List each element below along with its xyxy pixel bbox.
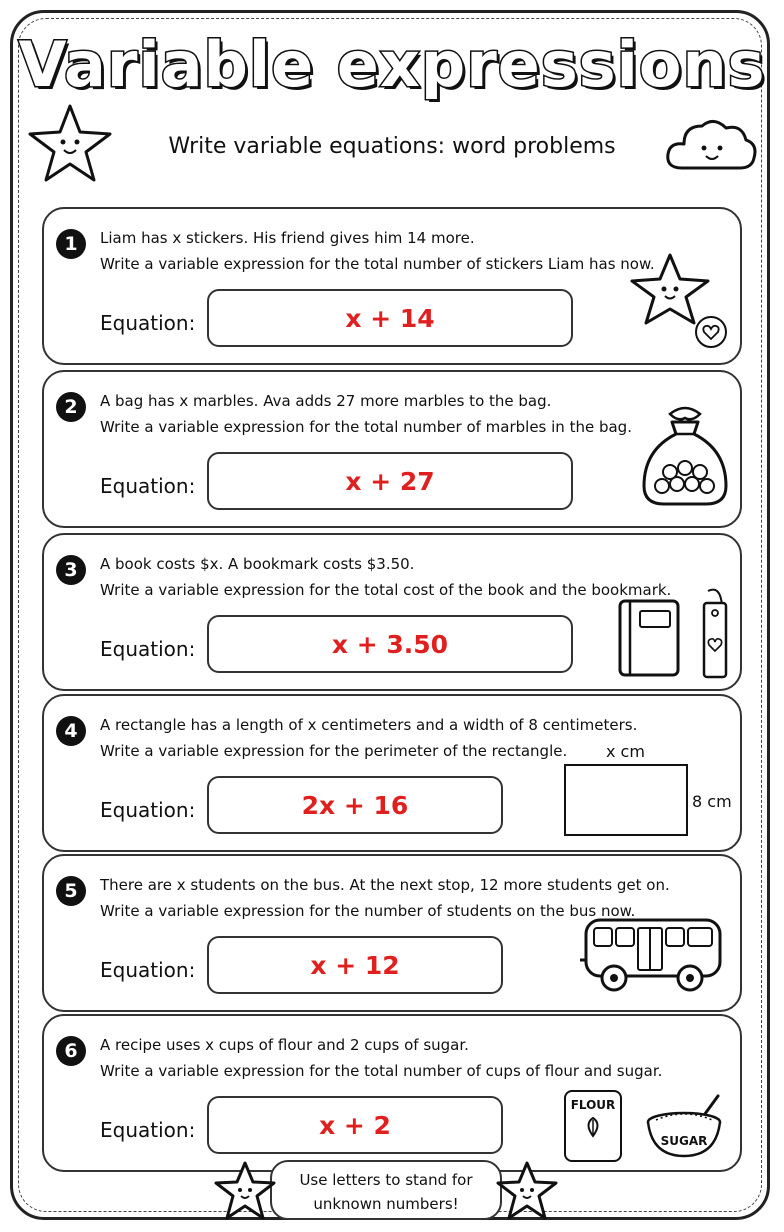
problem-number: 6 (56, 1036, 86, 1066)
cloud-icon (662, 110, 760, 180)
problem-instruction: Write a variable expression for the number of students on the bus now. (100, 902, 636, 920)
rectangle-width-label: 8 cm (692, 792, 732, 811)
bag-of-marbles-icon (640, 400, 730, 510)
equation-label: Equation: (100, 958, 196, 982)
answer-text: x + 27 (345, 466, 435, 496)
sugar-label: SUGAR (660, 1134, 708, 1148)
sugar-bowl-icon (644, 1094, 724, 1160)
problem-number: 4 (56, 716, 86, 746)
problem-text: A bag has x marbles. Ava adds 27 more marbles to the bag. (100, 392, 552, 410)
problem-number: 1 (56, 229, 86, 259)
problem-instruction: Write a variable expression for the total number of stickers Liam has now. (100, 255, 655, 273)
answer-box[interactable] (207, 452, 573, 510)
page-subtitle: Write variable equations: word problems (168, 134, 616, 159)
bus-icon (578, 916, 724, 996)
bowl-shape (644, 1094, 724, 1160)
bookmark-icon (698, 587, 734, 681)
problem-text: Liam has x stickers. His friend gives him 14 more. (100, 229, 475, 247)
answer-text: x + 12 (310, 950, 400, 980)
problem-card-6 (42, 1014, 742, 1172)
equation-label: Equation: (100, 474, 196, 498)
problem-instruction: Write a variable expression for the total cost of the book and the bookmark. (100, 581, 672, 599)
flour-bag-icon (564, 1090, 622, 1162)
answer-text: x + 14 (345, 303, 435, 333)
answer-text: x + 3.50 (331, 629, 449, 659)
problem-instruction: Write a variable expression for the total number of marbles in the bag. (100, 418, 632, 436)
equation-label: Equation: (100, 637, 196, 661)
problem-card-2 (42, 370, 742, 528)
equation-label: Equation: (100, 1118, 196, 1142)
rectangle-length-label: x cm (606, 742, 645, 761)
answer-box[interactable] (207, 615, 573, 673)
tip-line-1: Use letters to stand for (299, 1171, 473, 1189)
problem-number: 2 (56, 392, 86, 422)
page-title: Variable expressions (18, 28, 766, 101)
answer-text: 2x + 16 (301, 790, 409, 820)
flour-label: FLOUR (570, 1098, 616, 1112)
problem-card-3 (42, 533, 742, 691)
problem-text: A rectangle has a length of x centimeters and a width of 8 centimeters. (100, 716, 638, 734)
problem-number: 3 (56, 555, 86, 585)
problem-text: A book costs $x. A bookmark costs $3.50. (100, 555, 415, 573)
answer-box[interactable] (207, 1096, 503, 1154)
answer-box[interactable] (207, 289, 573, 347)
problem-instruction: Write a variable expression for the perimeter of the rectangle. (100, 742, 568, 760)
answer-text: x + 2 (319, 1110, 391, 1140)
answer-box[interactable] (207, 776, 503, 834)
problem-card-4 (42, 694, 742, 852)
equation-label: Equation: (100, 311, 196, 335)
heart-icon (694, 315, 728, 349)
problem-number: 5 (56, 876, 86, 906)
tip-line-2: unknown numbers! (313, 1195, 459, 1213)
tip-box (270, 1160, 502, 1220)
problem-text: There are x students on the bus. At the next stop, 12 more students get on. (100, 876, 670, 894)
rectangle-diagram (564, 764, 688, 836)
star-icon (494, 1160, 560, 1222)
leaf-icon (582, 1116, 604, 1138)
problem-card-5 (42, 854, 742, 1012)
star-icon (22, 100, 118, 186)
problem-instruction: Write a variable expression for the total number of cups of flour and sugar. (100, 1062, 663, 1080)
answer-box[interactable] (207, 936, 503, 994)
problem-card-1 (42, 207, 742, 365)
star-icon (212, 1160, 278, 1222)
equation-label: Equation: (100, 798, 196, 822)
book-icon (616, 597, 684, 681)
problem-text: A recipe uses x cups of flour and 2 cups of sugar. (100, 1036, 469, 1054)
